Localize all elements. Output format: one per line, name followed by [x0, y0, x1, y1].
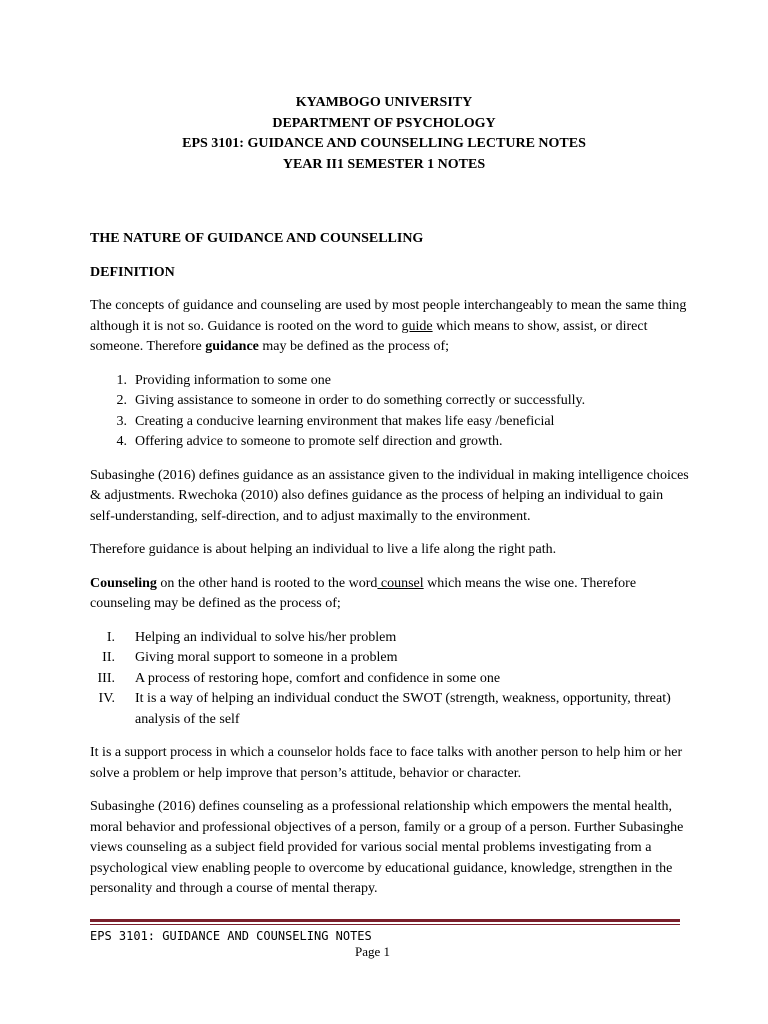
footer-title: EPS 3101: GUIDANCE AND COUNSELING NOTES	[90, 929, 372, 943]
page-number: Page 1	[355, 944, 391, 959]
guidance-summary-paragraph: Therefore guidance is about helping an individual to live a life along the right path.	[90, 542, 557, 557]
counseling-term: Counseling	[90, 575, 157, 591]
guidance-paragraph	[90, 296, 690, 358]
year-semester: YEAR II1 SEMESTER 1 NOTES	[282, 156, 486, 172]
document-header	[0, 93, 768, 175]
department-name: DEPARTMENT OF PSYCHOLOGY	[272, 115, 496, 131]
list-number: I.	[106, 629, 115, 645]
list-item	[90, 391, 690, 412]
list-number: II.	[102, 650, 115, 665]
para4-text-b: which means the wise one. Therefore counseling may be defined as the process of;	[90, 575, 637, 611]
guidance-definition-paragraph: Subasinghe (2016) defines guidance as an assistance given to the individual in making intelligence choices & adjustments. Rwechoka (2010) also defines guidance as the process of helping an individual to gain self-understanding, self-direction, and to adjust maximally to the environment.	[90, 467, 689, 524]
footer-rule-thick	[90, 919, 680, 922]
guidance-term: guidance	[205, 339, 259, 354]
course-title: EPS 3101: GUIDANCE AND COUNSELLING LECTURE NOTES	[182, 136, 586, 151]
para1-text-b: which means to show, assist, or direct someone. Therefore	[90, 318, 648, 354]
counsel-word: counsel	[377, 575, 424, 591]
document-body	[90, 229, 690, 900]
list-number: III.	[97, 670, 115, 686]
section-title: THE NATURE OF GUIDANCE AND COUNSELLING	[90, 231, 424, 246]
counseling-paragraph	[90, 574, 690, 615]
list-number: 2.	[116, 393, 127, 408]
para1-text-a: The concepts of guidance and counseling are used by most people interchangeably to mean the same thing although it is not so. Guidance is rooted on the word to	[90, 298, 687, 334]
list-item	[90, 628, 690, 649]
list-item-text: Giving assistance to someone in order to do something correctly or successfully.	[135, 393, 586, 408]
list-item-text: Providing information to some one	[135, 372, 331, 388]
counseling-list	[90, 628, 690, 731]
list-item-text: It is a way of helping an individual conduct the SWOT (strength, weakness, opportunity, threat) analysis of the self	[135, 691, 671, 727]
counseling-definition-paragraph: Subasinghe (2016) defines counseling as a professional relationship which empowers the mental health, moral behavior and professional objectives of a person, family or a group of a person. Further Subasinghe views counseling as a subject field provided for various social mental problems investigating from a psychological view enabling people to overcome by educational guidance, knowledge, strengthen in the personality and through a course of mental therapy.	[90, 799, 684, 896]
guidance-list	[90, 371, 690, 453]
definition-heading: DEFINITION	[90, 264, 175, 280]
list-item-text: A process of restoring hope, comfort and confidence in some one	[135, 670, 501, 686]
guide-word: guide	[401, 318, 433, 334]
list-item	[90, 689, 690, 730]
list-number: IV.	[98, 691, 115, 706]
list-item-text: Giving moral support to someone in a problem	[135, 650, 398, 665]
list-item-text: Creating a conducive learning environment that makes life easy /beneficial	[135, 413, 555, 429]
para1-text-c: may be defined as the process of;	[258, 339, 449, 354]
list-number: 3.	[116, 413, 127, 429]
footer-rule-thin	[90, 924, 680, 925]
list-item-text: Offering advice to someone to promote self direction and growth.	[135, 434, 503, 449]
list-number: 1.	[116, 372, 127, 388]
list-number: 4.	[116, 434, 127, 449]
para4-text-a: on the other hand is rooted to the word	[156, 575, 378, 591]
list-item	[90, 412, 690, 433]
list-item	[90, 669, 690, 690]
support-process-paragraph: It is a support process in which a counselor holds face to face talks with another person to help him or her solve a problem or help improve that person’s attitude, behavior or character.	[90, 745, 683, 781]
list-item-text: Helping an individual to solve his/her problem	[135, 629, 397, 645]
list-item	[90, 648, 690, 669]
university-name: KYAMBOGO UNIVERSITY	[295, 95, 473, 110]
list-item	[90, 432, 690, 453]
list-item	[90, 371, 690, 392]
